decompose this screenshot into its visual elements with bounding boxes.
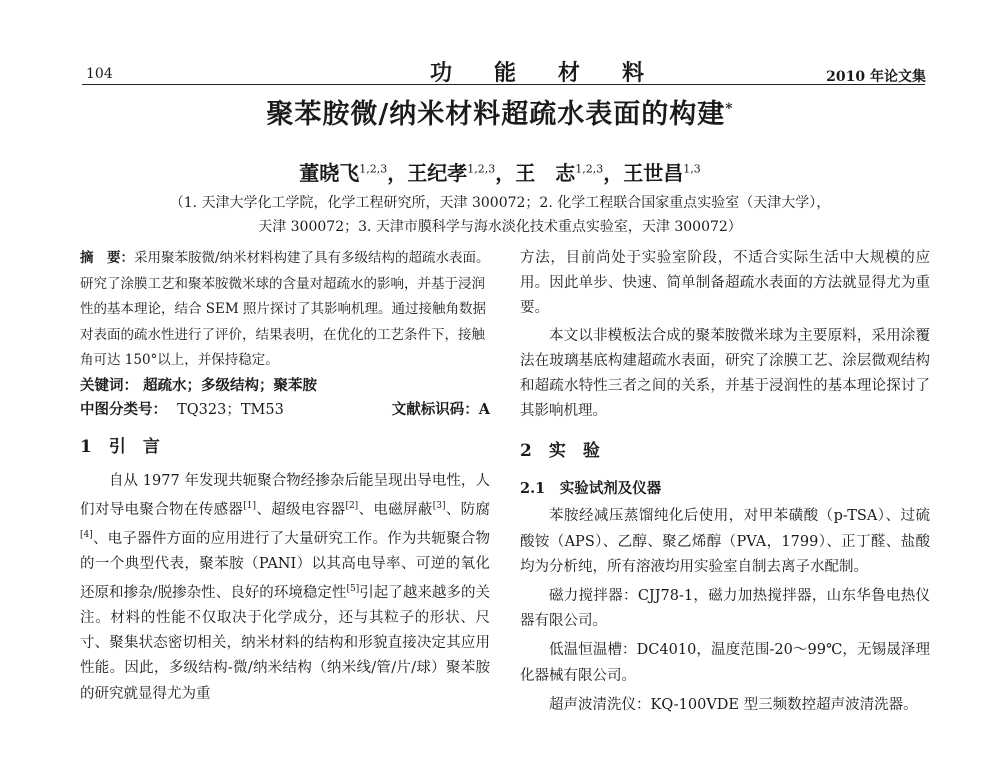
classification-row [80, 398, 490, 422]
abstract-label: 摘 要： [80, 250, 134, 266]
abstract-text: 采用聚苯胺微/纳米材料构建了具有多级结构的超疏水表面。研究了涂膜工艺和聚苯胺微米球的含量对超疏水的影响，并基于浸润性的基本理论，结合 SEM 照片探讨了其影响机理。通过接触角数据对表面的疏水性进行了评价，结果表明，在优化的工艺条件下，接触角可达 150°以上，并保持稳定。 [80, 250, 490, 368]
volume-label: 2010 年论文集 [826, 69, 926, 85]
citation-ref: [1] [243, 500, 257, 511]
journal-name: 功能材料 [430, 60, 687, 86]
paragraph-intro: 本文以非模板法合成的聚苯胺微米球为主要原料，采用涂覆法在玻璃基底构建超疏水表面，研究了涂膜工艺、涂层微观结构和超疏水特性三者之间的关系，并基于浸润性的基本理论探讨了其影响机理。 [520, 327, 930, 420]
author-affiliation-mark: 1,2,3 [467, 162, 496, 176]
citation-ref: [2] [345, 500, 359, 511]
left-column [80, 246, 490, 707]
subsection-2-1-heading: 2.1 实验试剂及仪器 [520, 480, 662, 498]
paper-title [0, 92, 1000, 131]
title-text: 聚苯胺微/纳米材料超疏水表面的构建 [266, 99, 726, 130]
author-affiliation-mark: 1,3 [683, 162, 701, 176]
author-name: 王纪孝 [407, 161, 468, 185]
document-code-label: 文献标识码： [391, 400, 479, 418]
classification-value: TQ323；TM53 [177, 401, 284, 418]
author-name: 董晓飞 [299, 161, 360, 185]
affiliation-line-2: 天津 300072；3. 天津市膜科学与海水淡化技术重点实验室，天津 300072） [258, 219, 742, 235]
section-1-paragraph: 自从 1977 年发现共轭聚合物经掺杂后能呈现出导电性，人们对导电聚合物在传感器[1]、超级电容器[2]、电磁屏蔽[3]、防腐[4]、电子器件方面的应用进行了大量研究工作。作为共轭聚合物的一个典型代表，聚苯胺（PANI）以其高电导率、可逆的氧化还原和掺杂/脱掺杂性、良好的环境稳定性[5]引起了越来越多的关注。材料的性能不仅取决于化学成分，还与其粒子的形状、尺寸、聚集状态密切相关，纳米材料的结构和形貌直接决定其应用性能。因此，多级结构-微/纳米结构（纳米线/管/片/球）聚苯胺的研究就显得尤为重 [80, 472, 491, 702]
paragraph-continuation: 方法，目前尚处于实验室阶段，不适合实际生活中大规模的应用。因此单步、快速、简单制备超疏水表面的方法就显得尤为重要。 [520, 250, 930, 317]
paragraph-ultrasonic: 超声波清洗仪：KQ-100VDE 型三频数控超声波清洗器。 [549, 696, 918, 713]
abstract [80, 246, 490, 374]
keywords-label: 关键词： [80, 376, 138, 394]
header-rule [82, 84, 925, 85]
author-affiliation-mark: 1,2,3 [359, 162, 388, 176]
author-name: 王 志 [515, 161, 576, 185]
section-2-heading: 2 实 验 [520, 441, 600, 462]
paragraph-stirrer: 磁力搅拌器：CJJ78-1，磁力加热搅拌器，山东华鲁电热仪器有限公司。 [520, 588, 930, 630]
section-1-heading: 1 引 言 [80, 436, 160, 457]
document-code-value: A [478, 400, 490, 418]
keywords [80, 374, 490, 398]
page-number: 104 [86, 66, 113, 82]
author-list: 董晓飞$^{1,2,3}$，王纪孝$^{1,2,3}$，王 志$^{1,2,3}$，王世昌$^{1,3}$ [299, 161, 701, 185]
citation-ref: [5] [346, 583, 360, 594]
author-name: 王世昌 [623, 161, 684, 185]
right-column [520, 246, 930, 718]
paragraph-thermostat: 低温恒温槽：DC4010，温度范围-20～99℃，无锡晟泽理化器械有限公司。 [520, 642, 930, 684]
citation-ref: [3] [432, 500, 446, 511]
keywords-text: 超疏水；多级结构；聚苯胺 [143, 376, 318, 394]
title-footnote-mark: * [725, 101, 734, 117]
citation-ref: [4] [80, 529, 93, 540]
affiliation-line-1: （1. 天津大学化工学院，化学工程研究所，天津 300072；2. 化学工程联合国家重点实验室（天津大学）， [169, 195, 831, 211]
author-affiliation-mark: 1,2,3 [575, 162, 604, 176]
paragraph-reagents: 苯胺经减压蒸馏纯化后使用，对甲苯磺酸（p-TSA）、过硫酸铵（APS）、乙醇、聚乙烯醇（PVA，1799）、正丁醛、盐酸均为分析纯，所有溶液均用实验室自制去离子水配制。 [520, 508, 930, 575]
classification-label: 中图分类号： [80, 400, 167, 418]
